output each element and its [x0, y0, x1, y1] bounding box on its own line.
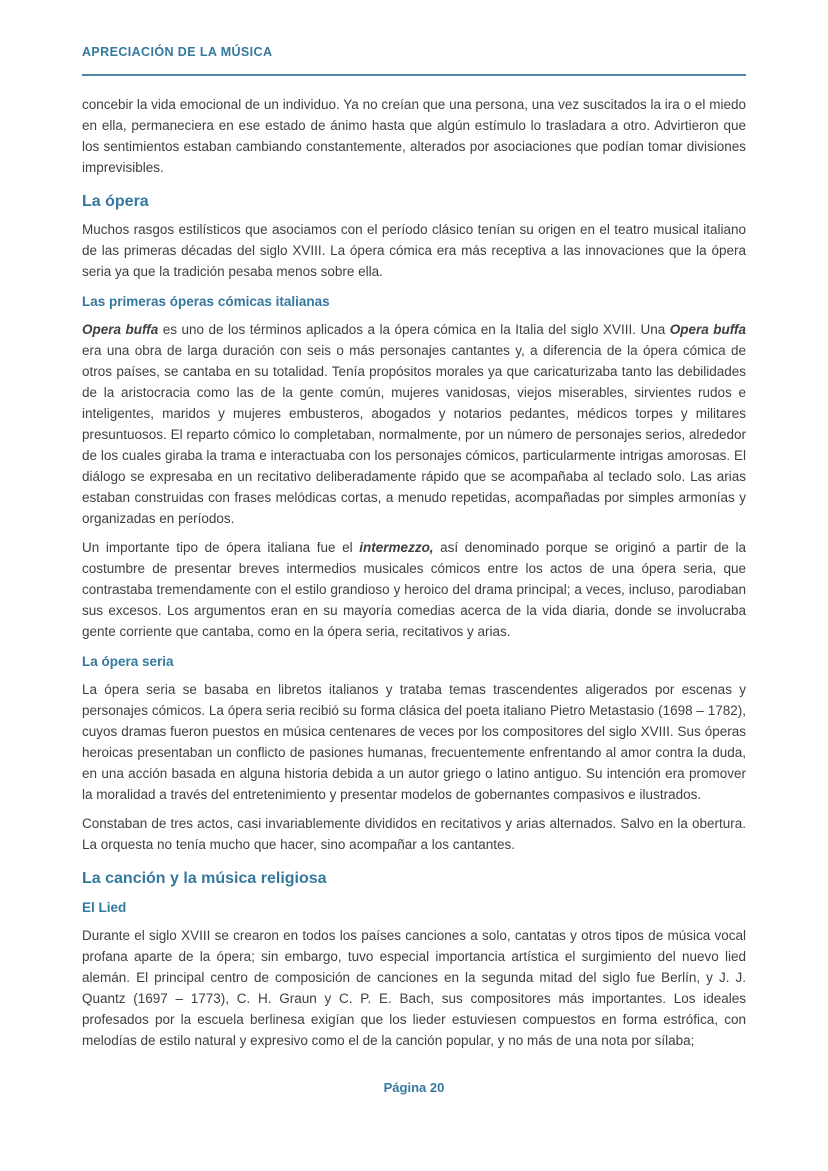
paragraph-opera-seria-1: La ópera seria se basaba en libretos italianos y trataba temas trascendentes aligerados por escenas y personajes cómicos. La ópera seria recibió su forma clásica del poeta italiano Pietro Metastasio (1698 – 1782), cuyos dramas fueron puestos en música centenares de veces por los compositores del siglo XVIII. Sus óperas heroicas presentaban un conflicto de pasiones humanas, frecuentemente enfrentando al amor contra la duda, en una acción basada en alguna historia debida a un autor griego o latino antiguo. Su intención era promover la moralidad a través del entretenimiento y presentar modelos de gobernantes compasivos e ilustrados. — [82, 682, 746, 802]
paragraph-opera-buffa — [82, 319, 746, 529]
paragraph-opera-buffa-text-2: era una obra de larga duración con seis o más personajes cantantes y, a diferencia de la ópera cómica de otros países, se cantaba en su totalidad. Tenía propósitos morales ya que caricaturizaba tanto las debilidades de la aristocracia como las de la gente común, mujeres vanidosas, viejos miserables, sirvientes rudos e inteligentes, maridos y mujeres embusteros, abogados y notarios pedantes, médicos torpes y militares presuntuosos. El reparto cómico lo completaban, normalmente, por un número de personajes serios, alrededor de los cuales giraba la trama e interactuaba con los personajes cómicos, particularmente intrigas amorosas. El diálogo se expresaba en un recitativo deliberadamente rápido que se acompañaba al teclado solo. Las arias estaban construidas con frases melódicas cortas, a menudo repetidas, acompañadas por simples armonías y organizadas en períodos. — [82, 343, 746, 526]
term-opera-buffa-2: Opera buffa — [669, 322, 746, 337]
paragraph-intro: concebir la vida emocional de un individuo. Ya no creían que una persona, una vez suscitados la ira o el miedo en ella, permaneciera en ese estado de ánimo hasta que algún estímulo lo trasladara a otro. Advirtieron que los sentimientos estaban cambiando constantemente, alterados por asociaciones que podían tomar divisiones imprevisibles. — [82, 97, 746, 175]
section-heading-la-opera: La ópera — [82, 193, 149, 210]
paragraph-intermezzo-text-2: así denominado porque se originó a partir de la costumbre de presentar breves intermedios musicales cómicos entre los actos de una ópera seria, que contrastaba tremendamente con el estilo grandioso y heroico del drama principal; a veces, incluso, parodiaban sus excesos. Los argumentos eran en su mayoría comedias acerca de la vida diaria, donde se involucraba gente corriente que cantaba, como en la ópera seria, recitativos y arias. — [82, 540, 746, 639]
header-rule — [82, 74, 746, 76]
subsection-heading-el-lied: El Lied — [82, 900, 127, 915]
document-content — [82, 0, 746, 1051]
paragraph-opera-buffa-text-1: es uno de los términos aplicados a la ópera cómica en la Italia del siglo XVIII. Una — [158, 322, 670, 337]
document-header-title: APRECIACIÓN DE LA MÚSICA — [82, 45, 273, 59]
page-number: Página 20 — [383, 1080, 445, 1095]
subsection-heading-operas-comicas: Las primeras óperas cómicas italianas — [82, 294, 330, 309]
term-intermezzo: intermezzo, — [359, 540, 434, 555]
paragraph-intermezzo — [82, 537, 746, 642]
term-opera-buffa: Opera buffa — [82, 322, 159, 337]
paragraph-opera-seria-2: Constaban de tres actos, casi invariablemente divididos en recitativos y arias alternados. Salvo en la obertura. La orquesta no tenía mucho que hacer, sino acompañar a los cantantes. — [82, 816, 746, 852]
paragraph-la-opera: Muchos rasgos estilísticos que asociamos con el período clásico tenían su origen en el teatro musical italiano de las primeras décadas del siglo XVIII. La ópera cómica era más receptiva a las innovaciones que la ópera seria ya que la tradición pesaba menos sobre ella. — [82, 222, 746, 279]
subsection-heading-opera-seria: La ópera seria — [82, 654, 174, 669]
paragraph-intermezzo-text-1: Un importante tipo de ópera italiana fue el — [82, 540, 360, 555]
paragraph-el-lied: Durante el siglo XVIII se crearon en todos los países canciones a solo, cantatas y otros tipos de música vocal profana aparte de la ópera; sin embargo, tuvo especial importancia artística el surgimiento del nuevo lied alemán. El principal centro de composición de canciones en la segunda mitad del siglo fue Berlín, y J. J. Quantz (1697 – 1773), C. H. Graun y C. P. E. Bach, sus compositores más importantes. Los ideales profesados por la escuela berlinesa exigían que los lieder estuviesen compuestos en forma estrófica, con melodías de estilo natural y expresivo como el de la canción popular, y no más de una nota por sílaba; — [82, 928, 746, 1048]
section-heading-cancion-musica-religiosa: La canción y la música religiosa — [82, 870, 327, 887]
